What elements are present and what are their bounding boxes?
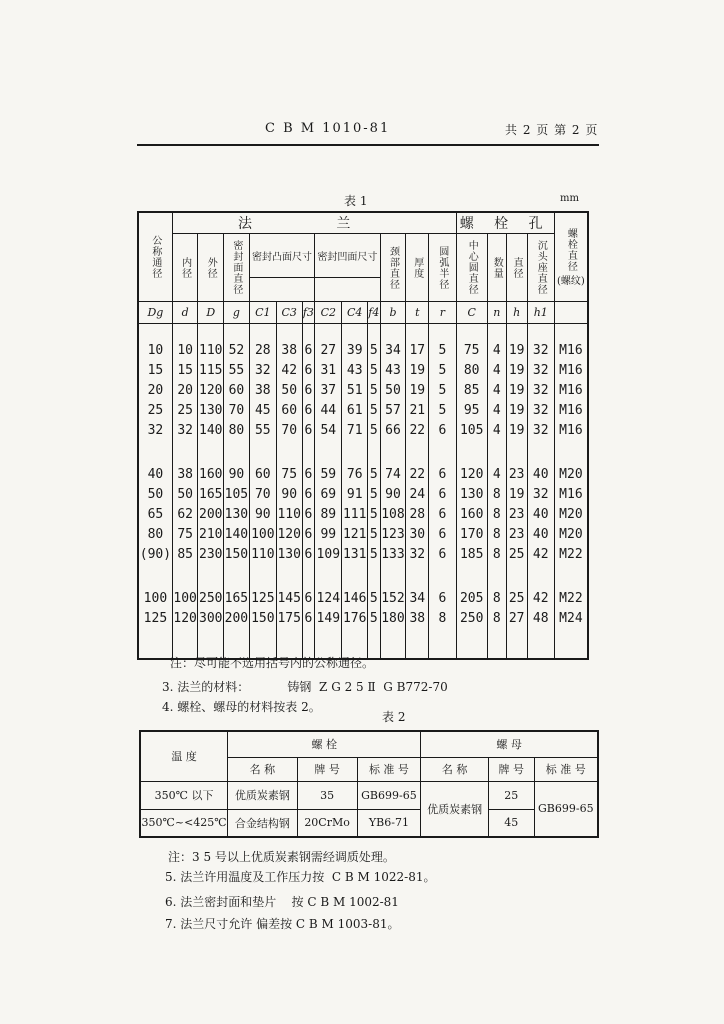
table-cell: 48 [527, 608, 554, 628]
table-cell: 123 [380, 524, 406, 544]
table-cell: 65 [138, 504, 172, 524]
table-cell: 80 [456, 360, 487, 380]
table1-footnote: 注：尽可能不选用括号内的公称通径。 [170, 656, 375, 670]
symbol-cell: C3 [276, 302, 302, 324]
table-cell: 5 [368, 360, 381, 380]
table-cell: 23 [506, 524, 527, 544]
table-cell: 100 [249, 524, 276, 544]
table-cell: 61 [342, 400, 368, 420]
table-cell: 76 [342, 464, 368, 484]
symbol-cell: n [487, 302, 506, 324]
item-7-tolerance: 7. 法兰尺寸允许 偏差按 C B M 1003-81。 [165, 917, 400, 931]
table-cell: 5 [429, 360, 456, 380]
table-cell: 6 [302, 420, 315, 440]
table-cell: 66 [380, 420, 406, 440]
col-dg-label: 公称通径 [138, 212, 172, 302]
symbol-cell: C1 [249, 302, 276, 324]
table-cell: 75 [172, 524, 198, 544]
page-indicator: 共 2 页 第 2 页 [505, 123, 599, 137]
table-cell: 39 [342, 340, 368, 360]
table-cell: 131 [342, 544, 368, 564]
table-cell: 115 [198, 360, 224, 380]
table-cell: 5 [368, 544, 381, 564]
table-cell: 38 [276, 340, 302, 360]
table-row [138, 608, 588, 628]
table-cell: 60 [224, 380, 250, 400]
table-cell: M20 [554, 464, 588, 484]
t2-nut-grade-1: 25 [488, 781, 534, 809]
table-cell: 6 [302, 524, 315, 544]
t2-row1-bolt-std: GB699-65 [357, 781, 421, 809]
table-cell: 85 [172, 544, 198, 564]
t2-bolt-grade-header: 牌 号 [297, 757, 357, 781]
table-cell: M22 [554, 588, 588, 608]
table-cell: 200 [198, 504, 224, 524]
t2-nut-name: 优质炭素钢 [421, 781, 489, 837]
col-D-label: 外径 [198, 234, 224, 302]
table-cell: 200 [224, 608, 250, 628]
table-cell: 5 [368, 340, 381, 360]
t2-row2-temp: 350℃~<425℃ [140, 809, 228, 837]
table-cell: 100 [138, 588, 172, 608]
table-cell: 25 [172, 400, 198, 420]
table-cell: 95 [456, 400, 487, 420]
table-cell: 74 [380, 464, 406, 484]
table-cell: 6 [302, 360, 315, 380]
group-flange: 法 兰 [172, 212, 456, 234]
table-cell: 5 [368, 380, 381, 400]
table-cell: 21 [406, 400, 429, 420]
table-cell: 5 [429, 400, 456, 420]
symbol-cell: h1 [527, 302, 554, 324]
table-cell: 50 [380, 380, 406, 400]
table-cell: 20 [138, 380, 172, 400]
table-cell: 5 [368, 400, 381, 420]
table-cell: 42 [527, 588, 554, 608]
symbol-cell: C2 [315, 302, 342, 324]
table-cell: 37 [315, 380, 342, 400]
table-cell: 19 [506, 484, 527, 504]
table-row [138, 484, 588, 504]
table-cell: 19 [506, 380, 527, 400]
table-cell: 57 [380, 400, 406, 420]
table-cell: 90 [380, 484, 406, 504]
table-cell: 40 [138, 464, 172, 484]
table-cell: 70 [249, 484, 276, 504]
t2-bolt-name-header: 名 称 [228, 757, 298, 781]
table-row [138, 360, 588, 380]
table-cell: 250 [456, 608, 487, 628]
table-cell: 27 [506, 608, 527, 628]
t2-row1-bolt-grade: 35 [297, 781, 357, 809]
table2-footnote: 注：3 5 号以上优质炭素钢需经调质处理。 [168, 850, 395, 864]
table-cell: 32 [406, 544, 429, 564]
symbol-cell: d [172, 302, 198, 324]
table-cell: 121 [342, 524, 368, 544]
table-cell: 25 [506, 544, 527, 564]
table-cell: 130 [276, 544, 302, 564]
table-row [138, 380, 588, 400]
table-cell: 30 [406, 524, 429, 544]
table-cell: 59 [315, 464, 342, 484]
table-cell: 5 [368, 420, 381, 440]
table-cell: 8 [487, 544, 506, 564]
table-cell: 50 [276, 380, 302, 400]
item-4-bolt-material: 4. 螺栓、螺母的材料按表 2。 [162, 700, 321, 714]
table-cell: M20 [554, 504, 588, 524]
table-cell: 100 [172, 588, 198, 608]
table-cell: 62 [172, 504, 198, 524]
table-cell: 6 [429, 484, 456, 504]
table-cell: 90 [224, 464, 250, 484]
table-cell: M16 [554, 484, 588, 504]
table-cell: 176 [342, 608, 368, 628]
t2-nut-grade-2: 45 [488, 809, 534, 837]
table-cell: 120 [198, 380, 224, 400]
symbol-cell: C4 [342, 302, 368, 324]
table-cell: 38 [249, 380, 276, 400]
table-cell: 5 [368, 588, 381, 608]
table-row [138, 588, 588, 608]
table-cell: 85 [456, 380, 487, 400]
table-cell: 42 [276, 360, 302, 380]
table-cell: 6 [302, 464, 315, 484]
col-C-label: 中心圆直径 [456, 234, 487, 302]
table-cell: 90 [249, 504, 276, 524]
table1-title: 表 1 [344, 194, 368, 208]
flange-dimension-table [137, 211, 589, 660]
table-cell: 19 [506, 400, 527, 420]
table-cell: 160 [198, 464, 224, 484]
table-cell: 6 [429, 588, 456, 608]
table-cell: 210 [198, 524, 224, 544]
t2-row2-bolt-grade: 20CrMo [297, 809, 357, 837]
symbol-cell: f4 [368, 302, 381, 324]
table-cell: 43 [380, 360, 406, 380]
table-cell: 205 [456, 588, 487, 608]
table-cell: M24 [554, 608, 588, 628]
table-row [138, 504, 588, 524]
t2-row2-bolt-std: YB6-71 [357, 809, 421, 837]
table-cell: 152 [380, 588, 406, 608]
table-cell: 60 [276, 400, 302, 420]
table-cell: 6 [429, 504, 456, 524]
table-cell: M20 [554, 524, 588, 544]
item-5-pressure: 5. 法兰许用温度及工作压力按 C B M 1022-81。 [165, 870, 436, 884]
table-cell: M16 [554, 400, 588, 420]
table-cell: 130 [198, 400, 224, 420]
table-cell: 32 [172, 420, 198, 440]
table-cell: 80 [138, 524, 172, 544]
table-cell: 31 [315, 360, 342, 380]
table-cell: 110 [276, 504, 302, 524]
table-cell: 19 [506, 340, 527, 360]
t2-temp-header: 温 度 [140, 731, 228, 781]
table-cell: 6 [429, 544, 456, 564]
table-cell: 180 [380, 608, 406, 628]
table-cell: M22 [554, 544, 588, 564]
table-cell: 105 [456, 420, 487, 440]
table-cell: 22 [406, 464, 429, 484]
col-g-label: 密封面直径 [224, 234, 250, 302]
table-cell: 5 [429, 340, 456, 360]
table-cell: 5 [368, 484, 381, 504]
t2-bolt-header: 螺 栓 [228, 731, 421, 757]
table-cell: 38 [406, 608, 429, 628]
symbol-cell: C [456, 302, 487, 324]
t2-row1-temp: 350℃ 以下 [140, 781, 228, 809]
table-cell: 15 [172, 360, 198, 380]
table-cell: 32 [249, 360, 276, 380]
table-cell: 70 [276, 420, 302, 440]
symbol-cell: g [224, 302, 250, 324]
table-cell: 10 [138, 340, 172, 360]
table-cell: 6 [302, 340, 315, 360]
table-row [138, 524, 588, 544]
table-cell: 28 [249, 340, 276, 360]
table-cell: 5 [368, 504, 381, 524]
table-cell: 8 [487, 608, 506, 628]
table-cell: 125 [138, 608, 172, 628]
table-cell: 23 [506, 504, 527, 524]
table-cell: 44 [315, 400, 342, 420]
table-cell: 110 [249, 544, 276, 564]
col-t-label: 厚度 [406, 234, 429, 302]
table-cell: M16 [554, 360, 588, 380]
table-cell: 19 [406, 360, 429, 380]
table-cell: 19 [506, 420, 527, 440]
table-cell: 125 [249, 588, 276, 608]
table-cell: 124 [315, 588, 342, 608]
t2-nut-std-header: 标 准 号 [534, 757, 598, 781]
table-cell: 52 [224, 340, 250, 360]
table-cell: 90 [276, 484, 302, 504]
table-cell: 32 [527, 340, 554, 360]
table-cell: 34 [380, 340, 406, 360]
table-cell: 109 [315, 544, 342, 564]
table-cell: 6 [302, 484, 315, 504]
table-cell: 22 [406, 420, 429, 440]
table-cell: 91 [342, 484, 368, 504]
symbol-cell [554, 302, 588, 324]
header-rule [137, 144, 599, 146]
table-cell: 4 [487, 340, 506, 360]
t2-row1-bolt-name: 优质炭素钢 [228, 781, 298, 809]
table2-title: 表 2 [382, 710, 406, 724]
table-cell: 140 [224, 524, 250, 544]
table-cell: 54 [315, 420, 342, 440]
table-cell: 175 [276, 608, 302, 628]
col-d-label: 内径 [172, 234, 198, 302]
symbol-cell: h [506, 302, 527, 324]
table-cell: 120 [172, 608, 198, 628]
table-cell: M16 [554, 340, 588, 360]
bolt-material-table [139, 730, 599, 838]
symbol-cell: Dg [138, 302, 172, 324]
table-cell: 43 [342, 360, 368, 380]
col-h1-label: 沉头座直径 [527, 234, 554, 302]
table-cell: 40 [527, 464, 554, 484]
table-cell: 40 [527, 524, 554, 544]
table-cell: 4 [487, 420, 506, 440]
col-bolt-label: 螺栓直径 (螺纹) [554, 212, 588, 302]
table-cell: 32 [527, 400, 554, 420]
table-cell: 8 [487, 504, 506, 524]
table-cell: 69 [315, 484, 342, 504]
table-cell: 23 [506, 464, 527, 484]
document-code: C B M 1010-81 [265, 121, 391, 136]
table-cell: 55 [249, 420, 276, 440]
table-row [138, 400, 588, 420]
table-row [138, 420, 588, 440]
table-cell: 108 [380, 504, 406, 524]
table-cell: 149 [315, 608, 342, 628]
table-cell: 185 [456, 544, 487, 564]
table-cell: 50 [172, 484, 198, 504]
table-cell: 60 [249, 464, 276, 484]
table-cell: 32 [138, 420, 172, 440]
table-cell: 24 [406, 484, 429, 504]
table-row [138, 340, 588, 360]
table-cell: 105 [224, 484, 250, 504]
table-cell: 32 [527, 380, 554, 400]
table-cell: 34 [406, 588, 429, 608]
table-cell: 8 [429, 608, 456, 628]
symbol-cell: r [429, 302, 456, 324]
table-cell: 150 [249, 608, 276, 628]
table-cell: 89 [315, 504, 342, 524]
table-cell: 130 [224, 504, 250, 524]
table-cell: 110 [198, 340, 224, 360]
table-cell: 300 [198, 608, 224, 628]
col-r-label: 圆弧半径 [429, 234, 456, 302]
table-cell: 32 [527, 360, 554, 380]
table-cell: 6 [302, 380, 315, 400]
item-3-material: 3. 法兰的材料： 铸钢 Z G 2 5 Ⅱ G B772-70 [162, 680, 448, 694]
table-cell: 71 [342, 420, 368, 440]
table-cell: 6 [302, 608, 315, 628]
table-cell: 165 [224, 588, 250, 608]
table-cell: 6 [429, 524, 456, 544]
table-cell: 160 [456, 504, 487, 524]
col-convex-label: 密封凸面尺寸 [249, 234, 314, 278]
t2-row2-bolt-name: 合金结构钢 [228, 809, 298, 837]
table-cell: 50 [138, 484, 172, 504]
table-cell: 27 [315, 340, 342, 360]
table-cell: 111 [342, 504, 368, 524]
table-cell: 5 [368, 524, 381, 544]
table-cell: 8 [487, 484, 506, 504]
t2-bolt-std-header: 标 准 号 [357, 757, 421, 781]
table-cell: 38 [172, 464, 198, 484]
table-cell: 15 [138, 360, 172, 380]
col-n-label: 数量 [487, 234, 506, 302]
table-cell: 17 [406, 340, 429, 360]
table-cell: 55 [224, 360, 250, 380]
t2-nut-name-header: 名 称 [421, 757, 489, 781]
symbol-cell: D [198, 302, 224, 324]
table-cell: 8 [487, 588, 506, 608]
table-cell: 28 [406, 504, 429, 524]
col-h-label: 直径 [506, 234, 527, 302]
table-cell: 4 [487, 380, 506, 400]
symbol-cell: f3 [302, 302, 315, 324]
table-row [138, 544, 588, 564]
table-cell: 230 [198, 544, 224, 564]
group-bolt-hole: 螺 栓 孔 [456, 212, 554, 234]
table-row [138, 464, 588, 484]
table-cell: 8 [487, 524, 506, 544]
table-cell: 250 [198, 588, 224, 608]
table-cell: 40 [527, 504, 554, 524]
table-cell: 6 [302, 400, 315, 420]
table-cell: 120 [456, 464, 487, 484]
table-cell: 4 [487, 360, 506, 380]
table-cell: 32 [527, 420, 554, 440]
t2-nut-header: 螺 母 [421, 731, 598, 757]
table-cell: 6 [302, 504, 315, 524]
table-cell: 133 [380, 544, 406, 564]
table-cell: 120 [276, 524, 302, 544]
table-cell: 5 [429, 380, 456, 400]
table-cell: 19 [506, 360, 527, 380]
table-cell: 80 [224, 420, 250, 440]
table-cell: 5 [368, 464, 381, 484]
table-cell: 140 [198, 420, 224, 440]
table-cell: 10 [172, 340, 198, 360]
table-cell: 150 [224, 544, 250, 564]
table-cell: 19 [406, 380, 429, 400]
table-cell: 75 [456, 340, 487, 360]
table-cell: 6 [429, 464, 456, 484]
table-cell: 20 [172, 380, 198, 400]
table-cell: 75 [276, 464, 302, 484]
table-cell: 25 [138, 400, 172, 420]
table-cell: 70 [224, 400, 250, 420]
symbol-cell: t [406, 302, 429, 324]
table-cell: 130 [456, 484, 487, 504]
t2-nut-grade-header: 牌 号 [488, 757, 534, 781]
table-cell: 146 [342, 588, 368, 608]
table-cell: 145 [276, 588, 302, 608]
symbol-cell: b [380, 302, 406, 324]
table-cell: M16 [554, 420, 588, 440]
item-6-sealing: 6. 法兰密封面和垫片 按 C B M 1002-81 [165, 895, 399, 909]
table-cell: 99 [315, 524, 342, 544]
table-cell: M16 [554, 380, 588, 400]
table-cell: 25 [506, 588, 527, 608]
table1-unit: mm [560, 193, 579, 204]
table-cell: 165 [198, 484, 224, 504]
table-cell: 4 [487, 400, 506, 420]
table-cell: 4 [487, 464, 506, 484]
table-cell: 5 [368, 608, 381, 628]
table-cell: 32 [527, 484, 554, 504]
table-cell: 42 [527, 544, 554, 564]
col-b-label: 颈部直径 [380, 234, 406, 302]
t2-nut-std: GB699-65 [534, 781, 598, 837]
table-cell: 6 [429, 420, 456, 440]
table-cell: 6 [302, 588, 315, 608]
col-concave-label: 密封凹面尺寸 [315, 234, 380, 278]
table-cell: 45 [249, 400, 276, 420]
table-cell: 6 [302, 544, 315, 564]
table-cell: 170 [456, 524, 487, 544]
table-cell: 51 [342, 380, 368, 400]
table-cell: (90) [138, 544, 172, 564]
